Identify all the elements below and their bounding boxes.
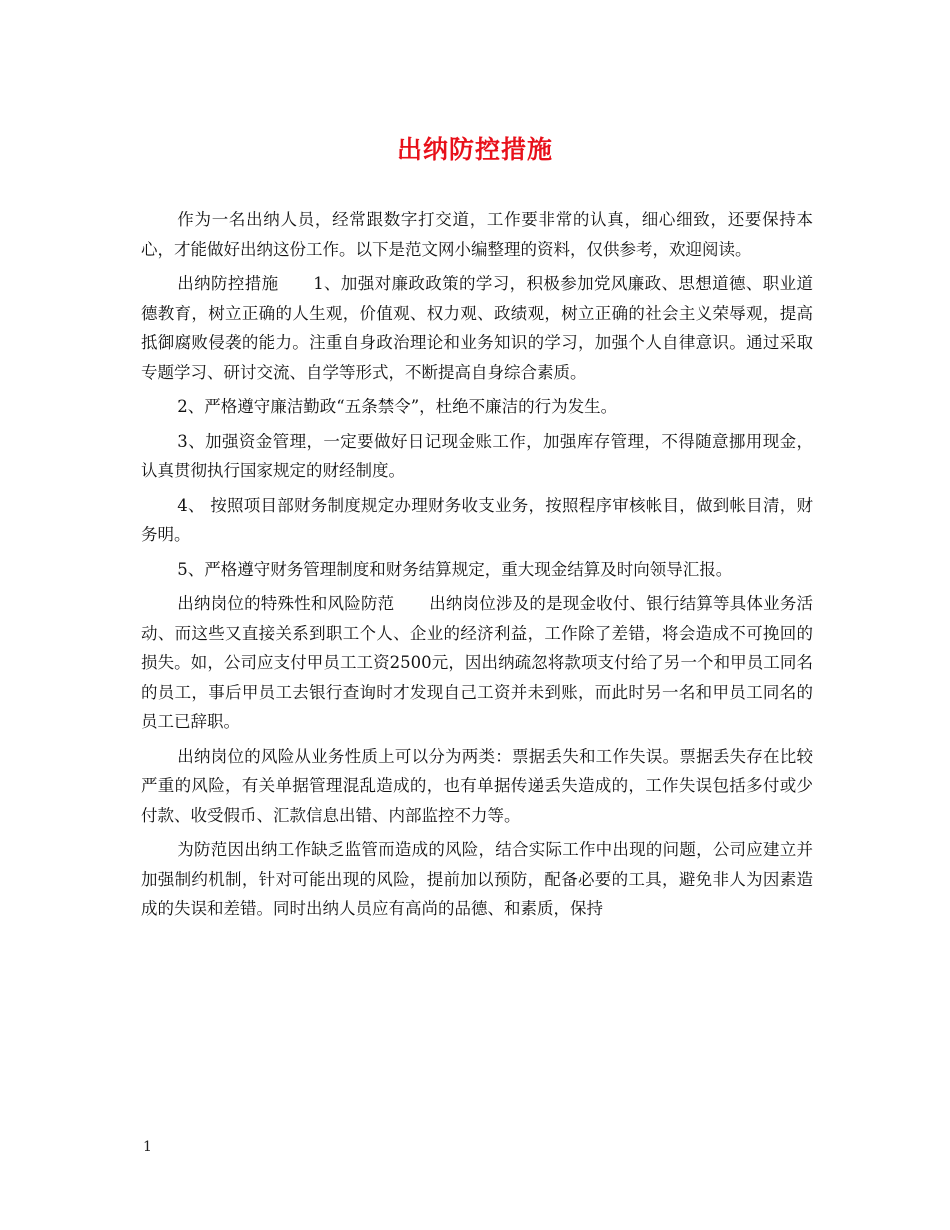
measure-3-paragraph: 3、加强资金管理，一定要做好日记现金账工作，加强库存管理，不得随意挪用现金，认真贯彻执行国家规定的财经制度。	[141, 431, 813, 480]
document-body	[141, 205, 813, 929]
section-heading-risk: 出纳岗位的特殊性和风险防范	[177, 594, 395, 613]
risk-text: 出纳岗位涉及的是现金收付、银行结算等具体业务活动、而这些又直接关系到职工个人、企业的经济利益，工作除了差错，将会造成不可挽回的损失。如，公司应支付甲员工工资2500元，因出纳疏忽将款项支付给了另一个和甲员工同名的员工，事后甲员工去银行查询时才发现自己工资并未到账，而此时另一名和甲员工同名的员工已辞职。	[141, 594, 814, 731]
risk-paragraph	[141, 589, 813, 737]
page-number: 1	[143, 1139, 152, 1155]
document-title: 出纳防控措施	[396, 135, 553, 164]
intro-paragraph: 作为一名出纳人员，经常跟数字打交道，工作要非常的认真，细心细致，还要保持本心，才能做好出纳这份工作。以下是范文网小编整理的资料，仅供参考，欢迎阅读。	[141, 210, 813, 259]
measure-5-paragraph: 5、严格遵守财务管理制度和财务结算规定，重大现金结算及时向领导汇报。	[177, 559, 733, 579]
measure-2-paragraph: 2、严格遵守廉洁勤政“五条禁令”，杜绝不廉洁的行为发生。	[177, 397, 618, 416]
measure-4-paragraph: 4、 按照项目部财务制度规定办理财务收支业务，按照程序审核帐目，做到帐目清，财务明。	[141, 495, 813, 544]
risk-types-paragraph: 出纳岗位的风险从业务性质上可以分为两类：票据丢失和工作失误。票据丢失存在比较严重的风险，有关单据管理混乱造成的，也有单据传递丢失造成的，工作失误包括多付或少付款、收受假币、汇款信息出错、内部监控不力等。	[141, 746, 813, 825]
prevention-paragraph: 为防范因出纳工作缺乏监管而造成的风险，结合实际工作中出现的问题，公司应建立并加强制约机制，针对可能出现的风险，提前加以预防，配备必要的工具，避免非人为因素造成的失误和差错。同时出纳人员应有高尚的品德、和素质，保持	[141, 840, 813, 918]
measure-1-text: 1、加强对廉政政策的学习，积极参加党风廉政、思想道德、职业道德教育，树立正确的人生观，价值观、权力观、政绩观，树立正确的社会主义荣辱观，提高抵御腐败侵袭的能力。注重自身政治理论和业务知识的学习，加强个人自律意识。通过采取专题学习、研讨交流、自学等形式，不断提高自身综合素质。	[141, 274, 814, 382]
measure-1-paragraph	[141, 269, 813, 387]
section-heading-measures: 出纳防控措施	[177, 274, 279, 293]
